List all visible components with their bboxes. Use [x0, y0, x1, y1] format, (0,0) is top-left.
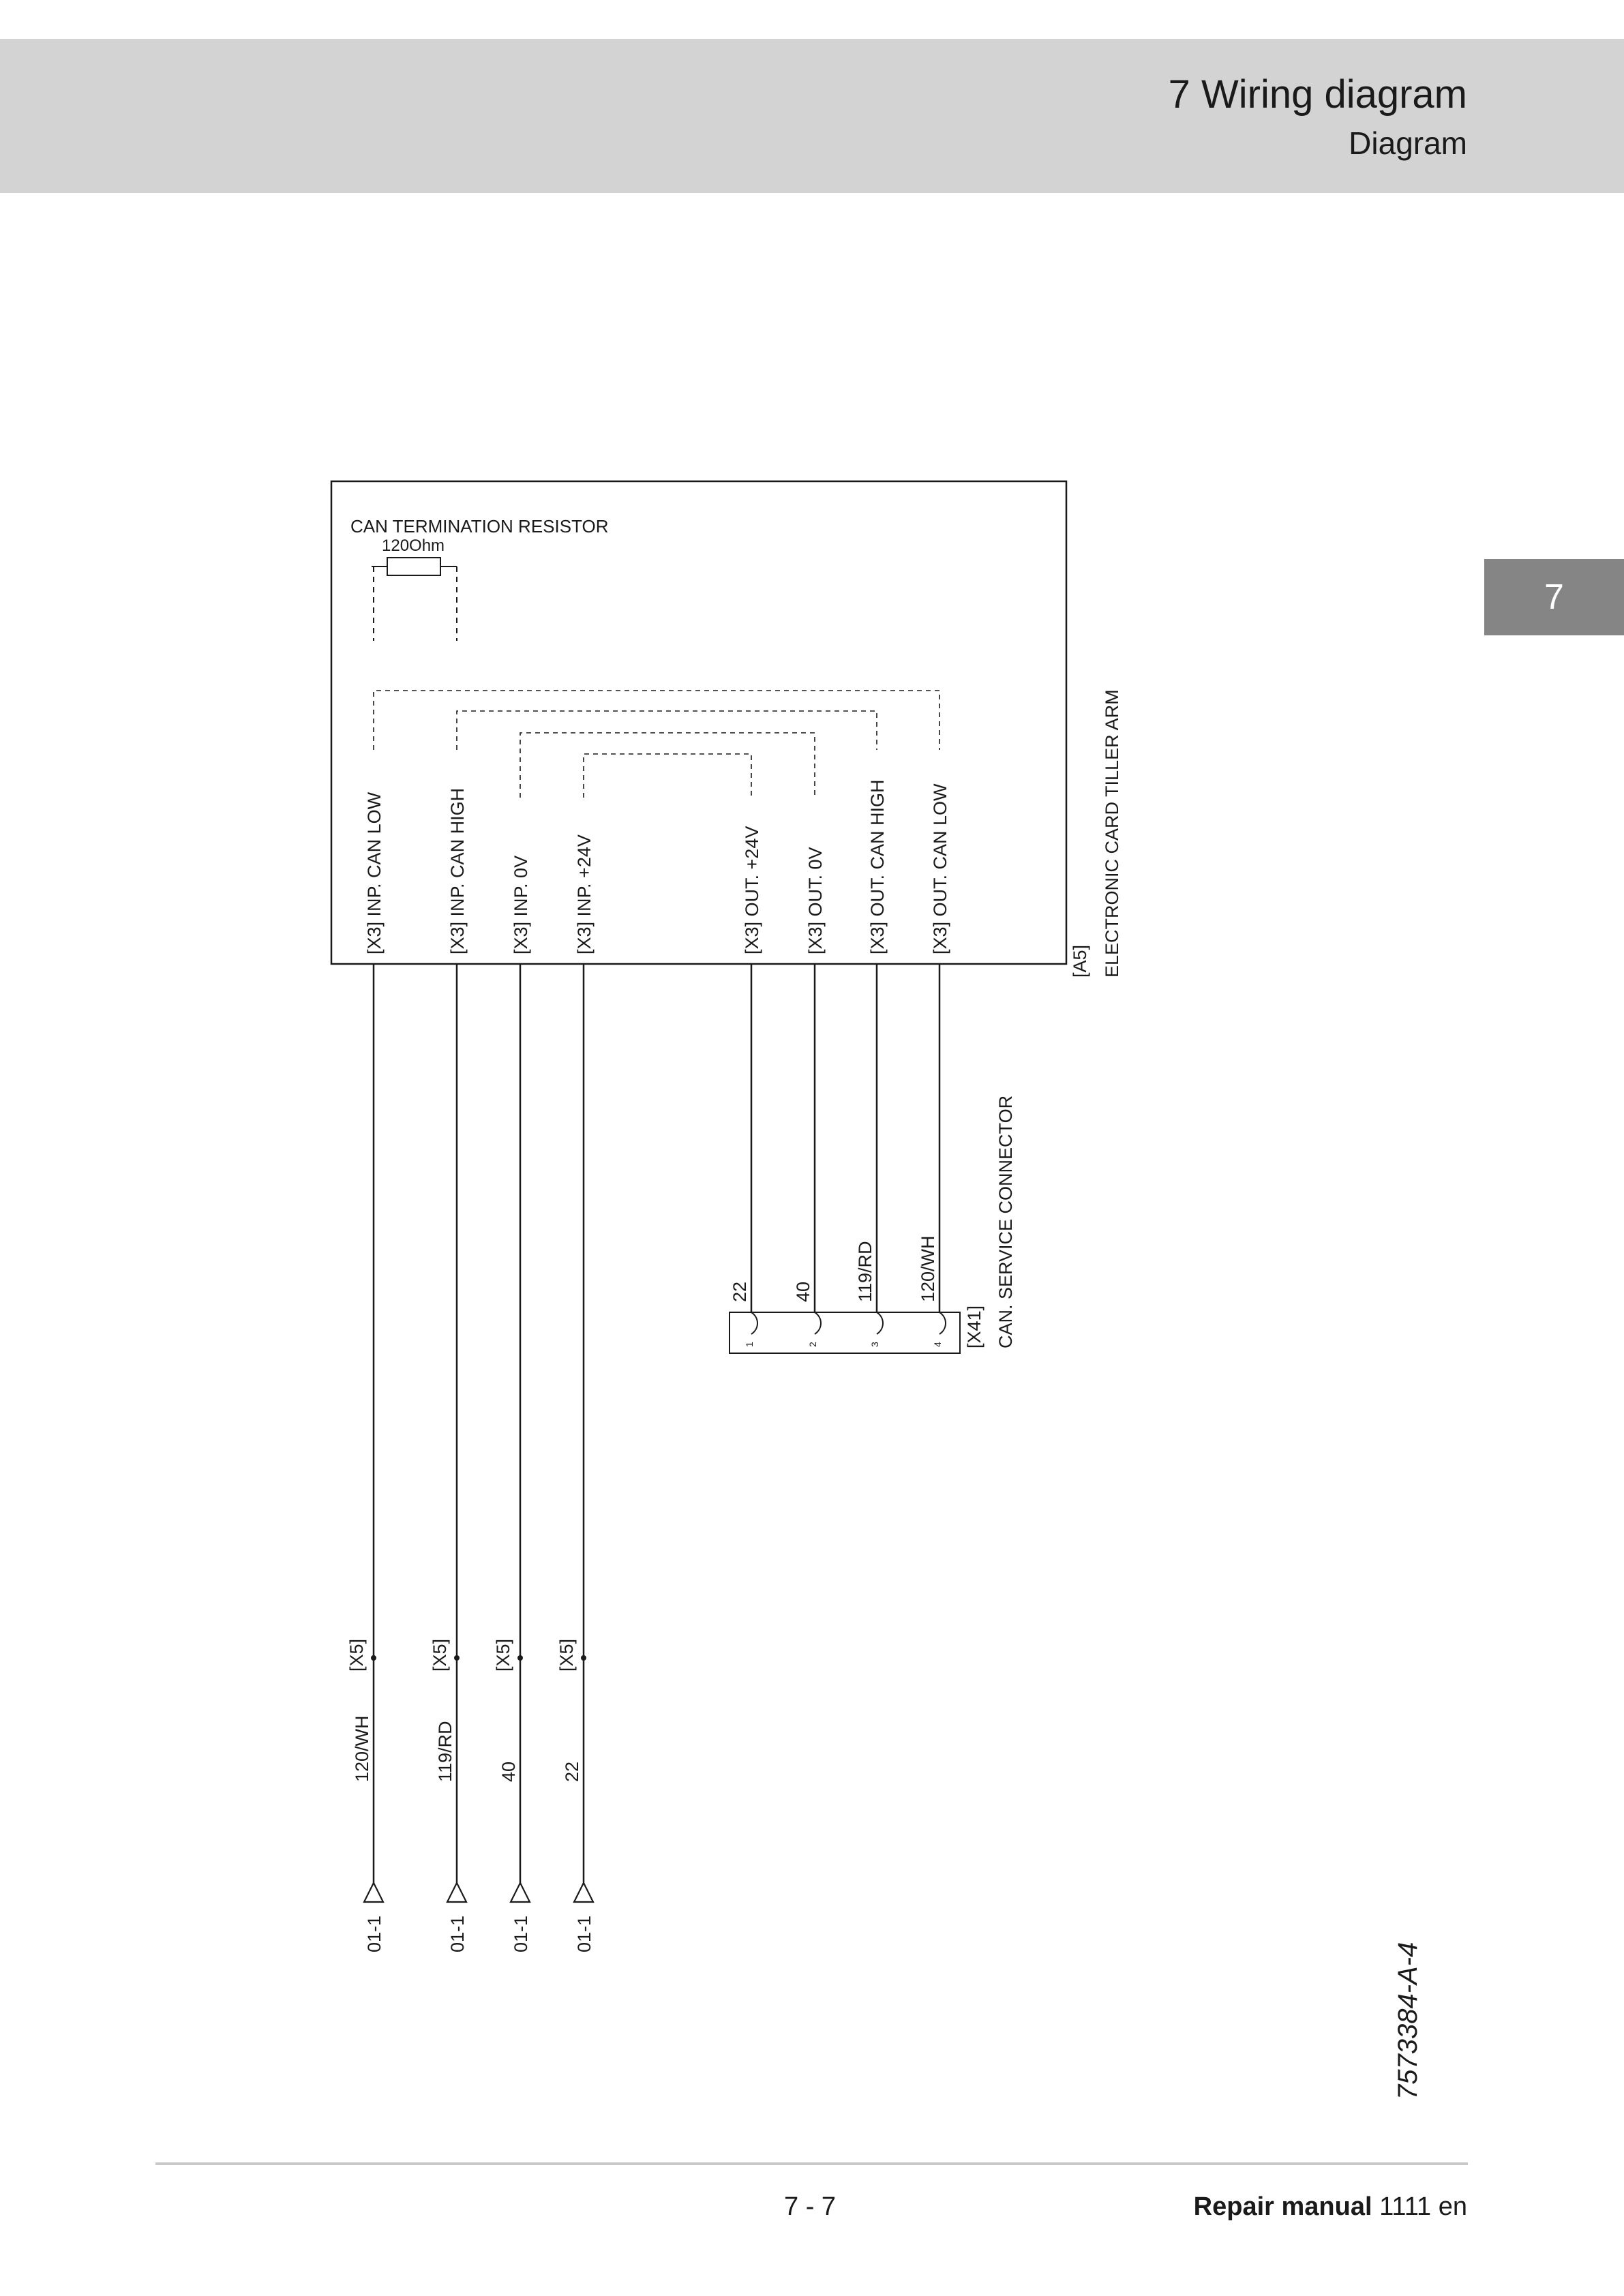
x5-junctions	[371, 1655, 586, 1661]
connector-pin-number: 3	[869, 1342, 880, 1347]
resistor-value: 120Ohm	[382, 537, 445, 555]
output-wire-code: 119/RD	[855, 1241, 875, 1302]
resistor-symbol	[372, 558, 457, 641]
x5-connector-label: [X5]	[556, 1638, 577, 1672]
pin-label: [X3] INP. CAN HIGH	[447, 787, 468, 954]
input-wire-code: 120/WH	[352, 1715, 372, 1782]
module-title: CAN TERMINATION RESISTOR	[350, 516, 609, 537]
x5-connector-label: [X5]	[493, 1638, 513, 1672]
connector-pin-number: 1	[744, 1342, 755, 1347]
x5-connector-label: [X5]	[430, 1638, 450, 1672]
pin-label: [X3] OUT. 0V	[805, 847, 826, 954]
section-title: Diagram	[1349, 125, 1467, 161]
footer-manual-edition: 1111 en	[1372, 2192, 1467, 2221]
drawing-id: 7573384-A-4	[1393, 1942, 1423, 2100]
output-wire-code: 40	[793, 1281, 813, 1302]
destination-ref: 01-1	[574, 1915, 595, 1952]
pin-labels	[364, 779, 950, 954]
module-ref: [A5]	[1070, 944, 1090, 978]
footer-manual-title	[1194, 2190, 1467, 2224]
input-wires	[374, 964, 584, 1883]
pin-label: [X3] INP. +24V	[574, 834, 595, 954]
input-wire-code: 119/RD	[435, 1721, 455, 1782]
x5-connector-label: [X5]	[346, 1638, 367, 1672]
service-connector-name: CAN. SERVICE CONNECTOR	[995, 1095, 1016, 1348]
offpage-arrows	[364, 1883, 593, 1902]
pin-label: [X3] INP. CAN LOW	[364, 791, 385, 954]
page-number: 7 - 7	[784, 2192, 837, 2221]
destination-ref: 01-1	[364, 1915, 385, 1952]
pin-label: [X3] OUT. +24V	[742, 826, 762, 954]
footer-manual-bold: Repair manual	[1193, 2192, 1372, 2221]
destination-ref: 01-1	[447, 1915, 468, 1952]
module-name: ELECTRONIC CARD TILLER ARM	[1102, 689, 1122, 978]
output-wires	[751, 964, 939, 1312]
input-wire-labels	[346, 1639, 595, 1952]
input-wire-code: 22	[562, 1761, 582, 1782]
chapter-tab[interactable]: 7	[1484, 559, 1624, 635]
service-connector-ref: [X41]	[964, 1305, 984, 1348]
internal-bridges	[374, 691, 939, 798]
pin-label: [X3] INP. 0V	[511, 855, 531, 954]
pin-label: [X3] OUT. CAN HIGH	[867, 779, 888, 954]
chapter-title: 7 Wiring diagram	[1168, 72, 1467, 117]
pin-label: [X3] OUT. CAN LOW	[930, 783, 950, 954]
output-wire-code: 120/WH	[918, 1235, 938, 1302]
output-wire-labels	[730, 1235, 938, 1302]
destination-ref: 01-1	[511, 1915, 531, 1952]
connector-pin-number: 2	[807, 1342, 818, 1347]
connector-pin-number: 4	[932, 1342, 943, 1347]
service-connector-box	[730, 1312, 960, 1353]
input-wire-code: 40	[498, 1761, 519, 1782]
output-wire-code: 22	[730, 1281, 750, 1302]
footer-rule	[155, 2162, 1468, 2165]
